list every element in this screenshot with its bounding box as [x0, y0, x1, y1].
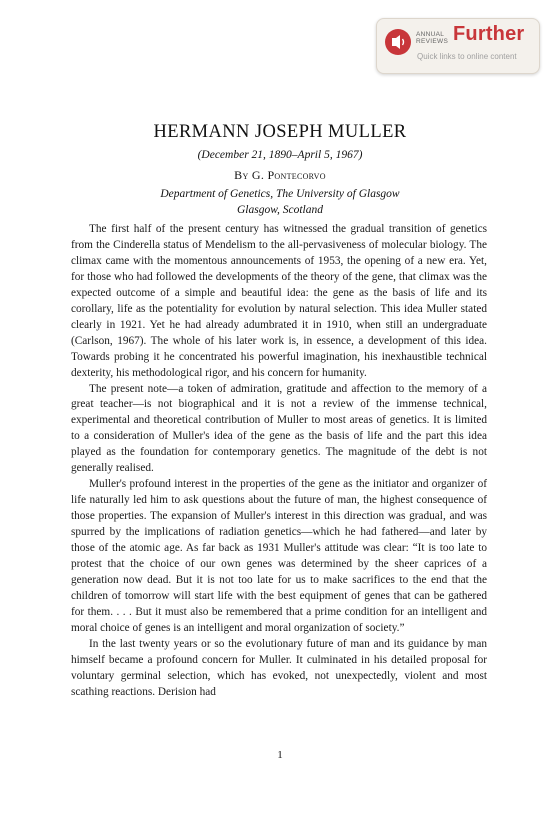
byline — [0, 168, 560, 183]
paragraph-2: The present note—a token of admiration, gratitude and affection to the memory of a great teacher—is not biographical and it is not a review of the immense technical, experimental and theoretical contribution of Muller to most areas of genetics. It is limited to a consideration of Muller's idea of the gene as the basis of life and the part this idea played as the foundation for contemporary genetics. The magnitude of the debt is not generally realised. — [71, 382, 487, 475]
badge-annual-label: ANNUAL — [416, 31, 445, 38]
by-prefix: By — [234, 168, 249, 182]
affiliation — [0, 186, 560, 218]
author-name: G. Pontecorvo — [251, 168, 326, 182]
article-title: HERMANN JOSEPH MULLER — [153, 122, 407, 142]
badge-reviews-label: REVIEWS — [416, 38, 449, 45]
life-dates: (December 21, 1890–April 5, 1967) — [197, 149, 363, 161]
affiliation-line-2: Glasgow, Scotland — [236, 204, 324, 216]
page-number: 1 — [277, 749, 283, 761]
further-badge[interactable] — [376, 18, 540, 74]
affiliation-line-1: Department of Genetics, The University of Glasgow — [160, 188, 400, 200]
annual-reviews-logo-icon — [385, 29, 411, 55]
badge-tagline: Quick links to online content — [417, 52, 517, 61]
badge-brand-text — [416, 31, 448, 45]
article-body — [71, 222, 487, 701]
paragraph-3: Muller's profound interest in the properties of the gene as the initiator and organizer of life naturally led him to ask questions about the future of man, the highest consequence of those properties. The expansion of Muller's interest in this direction was gradual, and was spurred by the implications of radiation genetics—which he had fathered—and later by those of the atomic age. As far back as 1931 Muller's attitude was clear: “It is too late to protest that the choice of our own genes was determined by the sheer caprices of a generation now dead. But it is not too late for us to make sacrifices to the end that the children of tomorrow will start life with the best equipment of genes that can be gathered for them. . . . But it must also be remembered that a prime condition for an intelligent and moral choice of genes is an intelligent and moral organization of society.” — [71, 478, 487, 634]
badge-further-label: Further — [453, 23, 525, 45]
paragraph-4: In the last twenty years or so the evolutionary future of man and its guidance by man himself became a profound concern for Muller. It culminated in his detailed proposal for voluntary germinal selection, which has evoked, not unexpectedly, violent and most scathing reactions. Derision had — [71, 637, 487, 698]
paragraph-1: The first half of the present century has witnessed the gradual transition of genetics from the Cinderella status of Mendelism to the all-pervasiveness of molecular biology. The climax came with the momentous announcements of 1953, the opening of a new era. Yet, for those who had followed the developments of the theory of the gene, that climax was the expected outcome of a simple and beautiful idea: the gene as the basis of life and its corollary, life as the potentiality for evolution by natural selection. This idea Muller stated clearly in 1921. Yet he had already adumbrated it in 1910, when still an undergraduate (Carlson, 1967). The whole of his later work is, in essence, a development of this idea. Towards probing it he concentrated his powerful imagination, his inexhaustible technical dexterity, his methodological rigor, and his concern for humanity. — [71, 223, 487, 379]
